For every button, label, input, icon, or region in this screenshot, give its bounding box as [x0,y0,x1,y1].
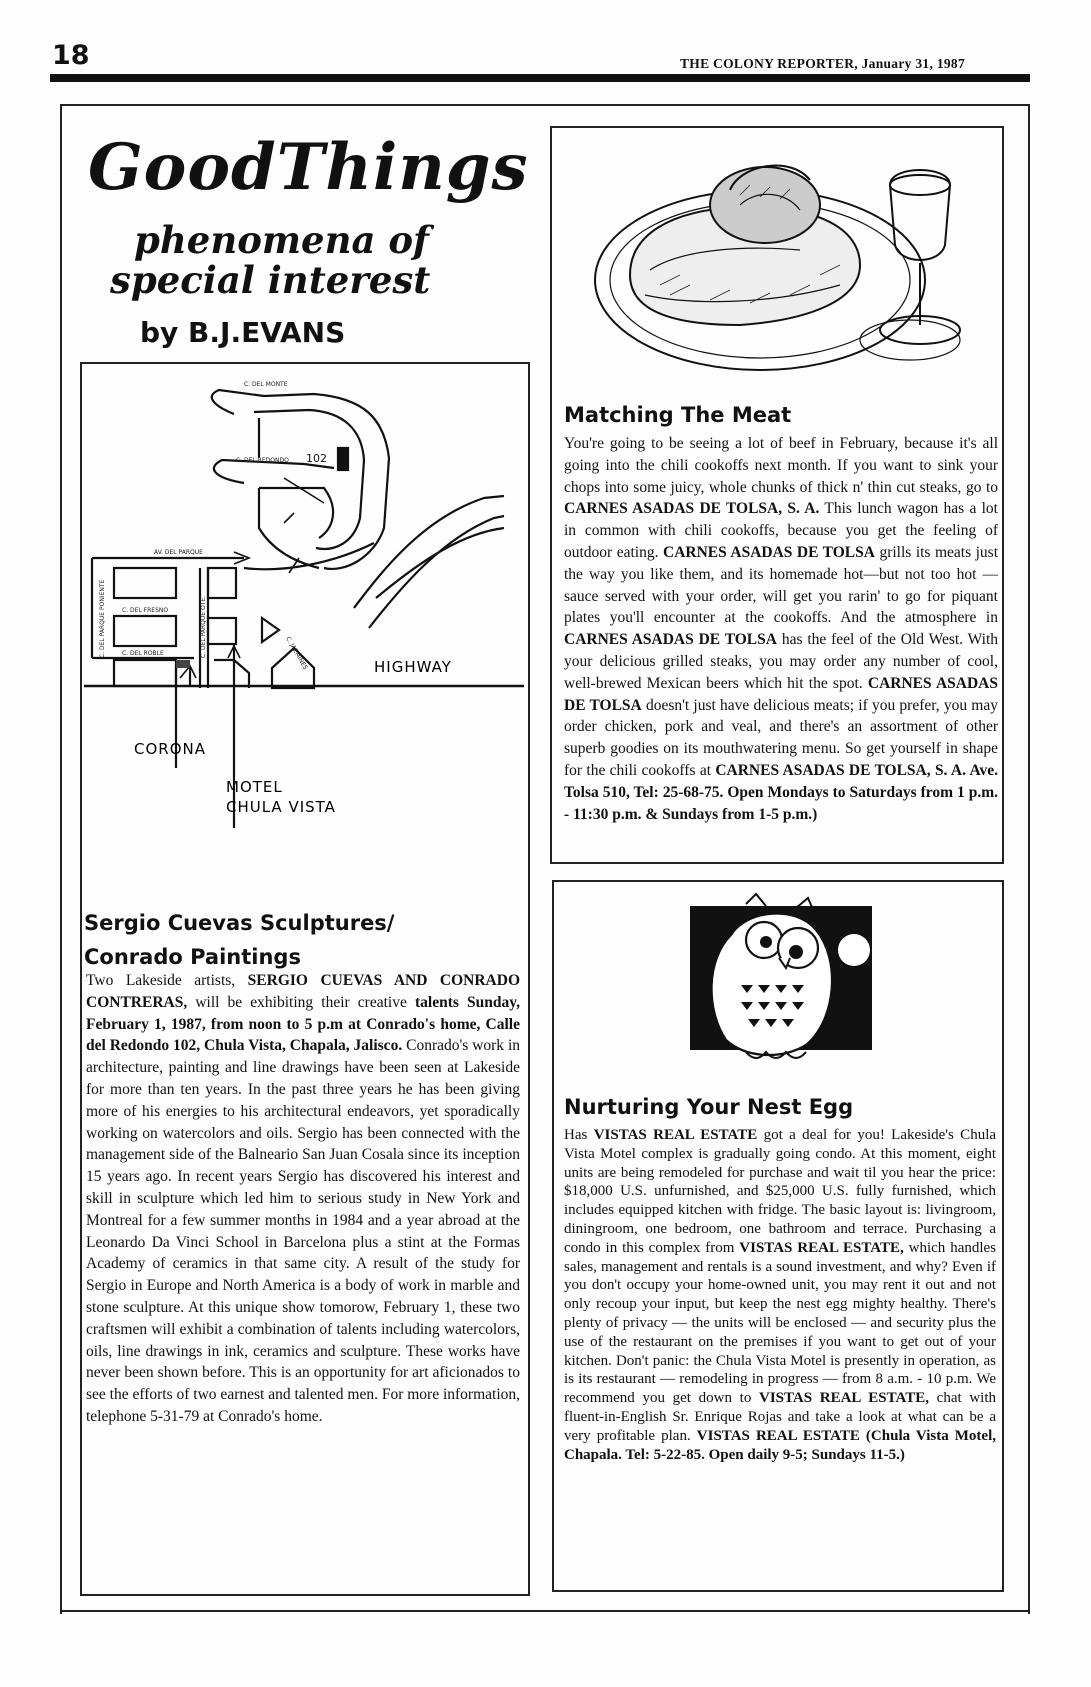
street-label-jazmines: C. JAZMINES [284,635,309,671]
sculptures-headline [84,906,524,974]
meat-headline: Matching The Meat [564,403,792,427]
sculptures-body: Two Lakeside artists, SERGIO CUEVAS AND CONRADO CONTRERAS, will be exhibiting their creative talents Sunday, February 1, 1987, from noon to 5 p.m at Conrado's home, Calle del Redondo 102, Chula Vista, Chapala, Jalisco. Conrado's work in architecture, painting and line drawings have been seen at Lakeside for more than ten years. In the past three years he has been giving more of his energies to his architectural endeavors, yet sporadically working on watercolors and oils. Sergio has been connected with the management side of the Balneario San Juan Cosala since its inception 15 years ago. In recent years Sergio has discovered his interest and skill in sculpture which led him to serious study in New York and Montreal for a few summer months in 1984 and a year abroad at the Leonardo Da Vinci School in Barcelona plus a stint at the Formas Academy of ceramics in that same city. A result of the study for Sergio in Europe and North America is a body of work in marble and stone sculpture. At this unique show tomorow, February 1, these two craftsmen will exhibit a combination of talents including watercolors, oils, line drawings in ink, ceramics and sculpture. These works have never been shown before. This is an opportunity for art aficionados to see the efforts of two earnest and talented men. For more information, telephone 5-31-79 at Conrado's home. [86,972,521,1425]
street-label-102: 102 [306,452,327,465]
column-subtitle-line2: special interest [110,258,431,302]
street-label-fresno: C. DEL FRESNO [122,607,169,614]
motel-label: MOTEL [226,778,283,796]
street-label-parque: AV. DEL PARQUE [154,549,203,556]
page-bottom-rule [60,1610,1030,1612]
byline: by B.J.EVANS [140,316,346,349]
street-label-roble: C. DEL ROBLE [122,650,164,657]
street-label-monte: C. DEL MONTE [244,381,288,388]
chula-vista-label: CHULA VISTA [226,798,336,816]
corona-label: CORONA [134,740,206,758]
column-title: GoodThings [88,130,529,205]
header-rule [50,74,1030,82]
sculptures-headline-line1: Sergio Cuevas Sculptures/ [84,911,395,935]
column-subtitle-line1: phenomena of [134,218,429,262]
steak-dinner-illustration [590,135,970,385]
highway-label: HIGHWAY [374,658,452,676]
location-map [84,368,526,890]
nest-headline: Nurturing Your Nest Egg [564,1095,854,1119]
street-label-parque-ote: C. DEL PARQUE OTE. [200,595,207,658]
owl-illustration [686,890,876,1070]
page-number: 18 [52,40,90,71]
street-label-parque-poniente: C. DEL PARQUE PONIENTE [99,579,106,658]
sculptures-headline-line2: Conrado Paintings [84,945,301,969]
nest-body: Has VISTAS REAL ESTATE got a deal for you! Lakeside's Chula Vista Motel complex is gradually going condo. At this moment, eight units are being remodeled for purchase and wait til you hear the price: $18,000 U.S. unfurnished, and $25,000 U.S. fully furnished, which includes equipped kitchen with fridge. The basic layout is: livingroom, diningroom, one bedroom, one bathroom and terrace. Purchasing a condo in this complex from VISTAS REAL ESTATE, which handles sales, management and rentals is a sound investment, and why? Even if you don't occupy your home-owned unit, you may rent it out and not only recoup your input, but keep the nest egg mighty healthy. There's plenty of privacy — the units will be enclosed — and security plus the use of the restaurant on the premises if you want to get out of your kitchen. Don't panic: the Chula Vista Motel is presently in operation, as is its restaurant — remodeling in progress — from 8 a.m. - 10 p.m. We recommend you get down to VISTAS REAL ESTATE, chat with fluent-in-English Sr. Enrique Rojas and take a look at what can be a very profitable plan. VISTAS REAL ESTATE (Chula Vista Motel, Chapala. Tel: 5-22-85. Open daily 9-5; Sundays 11-5.) [564,1127,997,1463]
meat-body: You're going to be seeing a lot of beef in February, because it's all going into the chili cookoffs next month. If you want to sink your chops into some juicy, whole chunks of thick n' thin cut steaks, go to CARNES ASADAS DE TOLSA, S. A. This lunch wagon has a lot in common with chili cookoffs, because you get the feeling of outdoor eating. CARNES ASADAS DE TOLSA grills its meats just the way you like them, and its homemade hot—but not too hot — sauce served with your order, will get you rarin' to go for piquant plates you'll encounter at the cookoffs. And the atmosphere in CARNES ASADAS DE TOLSA has the feel of the Old West. With your delicious grilled steaks, you may order any number of cool, well-brewed Mexican beers which hit the spot. CARNES ASADAS DE TOLSA doesn't just have delicious meats; if you prefer, you may order chicken, pork and veal, and there's an assortment of other superb goodies on its mouthwatering menu. So get yourself in shape for the chili cookoffs at CARNES ASADAS DE TOLSA, S. A. Ave. Tolsa 510, Tel: 25-68-75. Open Mondays to Saturdays from 1 p.m. - 11:30 p.m. & Sundays from 1-5 p.m.) [564,435,999,823]
masthead: THE COLONY REPORTER, January 31, 1987 [680,56,966,71]
street-label-redondo: C. DEL REDONDO [236,457,289,464]
